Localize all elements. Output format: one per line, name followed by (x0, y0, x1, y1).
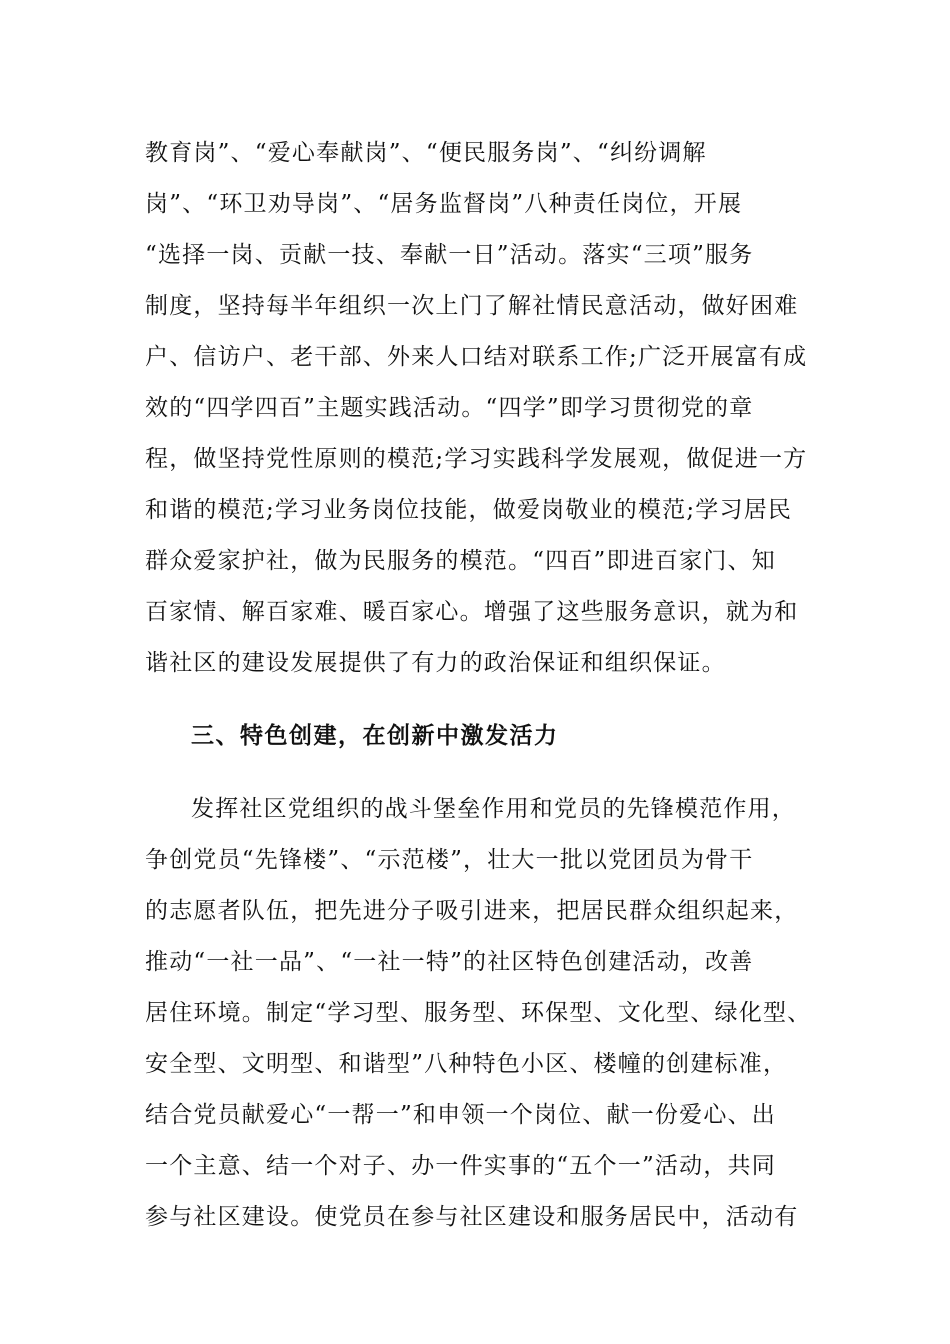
text-line: 争创党员“先锋楼”、“示范楼”，壮大一批以党团员为骨干 (145, 847, 754, 873)
text-line: 一个主意、结一个对子、办一件实事的“五个一”活动，共同 (145, 1153, 776, 1179)
paragraph-spacer (145, 762, 795, 784)
text-line: 结合党员献爱心“一帮一”和申领一个岗位、献一份爱心、出 (145, 1102, 776, 1128)
text-line: 程，做坚持党性原则的模范;学习实践科学发展观，做促进一方 (145, 446, 808, 472)
document-page (145, 128, 812, 1243)
text-line: 效的“四学四百”主题实践活动。“四学”即学习贯彻党的章 (145, 395, 754, 421)
text-line: 发挥社区党组织的战斗堡垒作用和党员的先锋模范作用， (191, 796, 796, 822)
text-line: 安全型、文明型、和谐型”八种特色小区、楼幢的创建标准， (145, 1051, 788, 1077)
text-line: 教育岗”、“爱心奉献岗”、“便民服务岗”、“纠纷调解 (145, 140, 707, 166)
text-line: 推动“一社一品”、“一社一特”的社区特色创建活动，改善 (145, 949, 754, 975)
text-line: 制度，坚持每半年组织一次上门了解社情民意活动，做好困难 (145, 293, 799, 319)
section-heading: 三、特色创建，在创新中激发活力 (191, 723, 559, 749)
paragraph-spacer (145, 689, 795, 711)
paragraph-featured-creation (145, 784, 812, 1243)
text-line: 群众爱家护社，做为民服务的模范。“四百”即进百家门、知 (145, 548, 776, 574)
text-line: “选择一岗、贡献一技、奉献一日”活动。落实“三项”服务 (145, 242, 754, 268)
text-line: 岗”、“环卫劝导岗”、“居务监督岗”八种责任岗位，开展 (145, 191, 743, 217)
paragraph-service-posts (145, 128, 808, 689)
text-line: 百家情、解百家难、暖百家心。增强了这些服务意识，就为和 (145, 599, 799, 625)
text-line: 参与社区建设。使党员在参与社区建设和服务居民中，活动有 (145, 1204, 799, 1230)
text-line: 的志愿者队伍，把先进分子吸引进来，把居民群众组织起来， (145, 898, 799, 924)
text-line: 户、信访户、老干部、外来人口结对联系工作;广泛开展富有成 (145, 344, 808, 370)
text-line: 谐社区的建设发展提供了有力的政治保证和组织保证。 (145, 650, 726, 676)
text-line: 和谐的模范;学习业务岗位技能，做爱岗敬业的模范;学习居民 (145, 497, 793, 523)
text-line: 居住环境。制定“学习型、服务型、环保型、文化型、绿化型、 (145, 1000, 812, 1026)
